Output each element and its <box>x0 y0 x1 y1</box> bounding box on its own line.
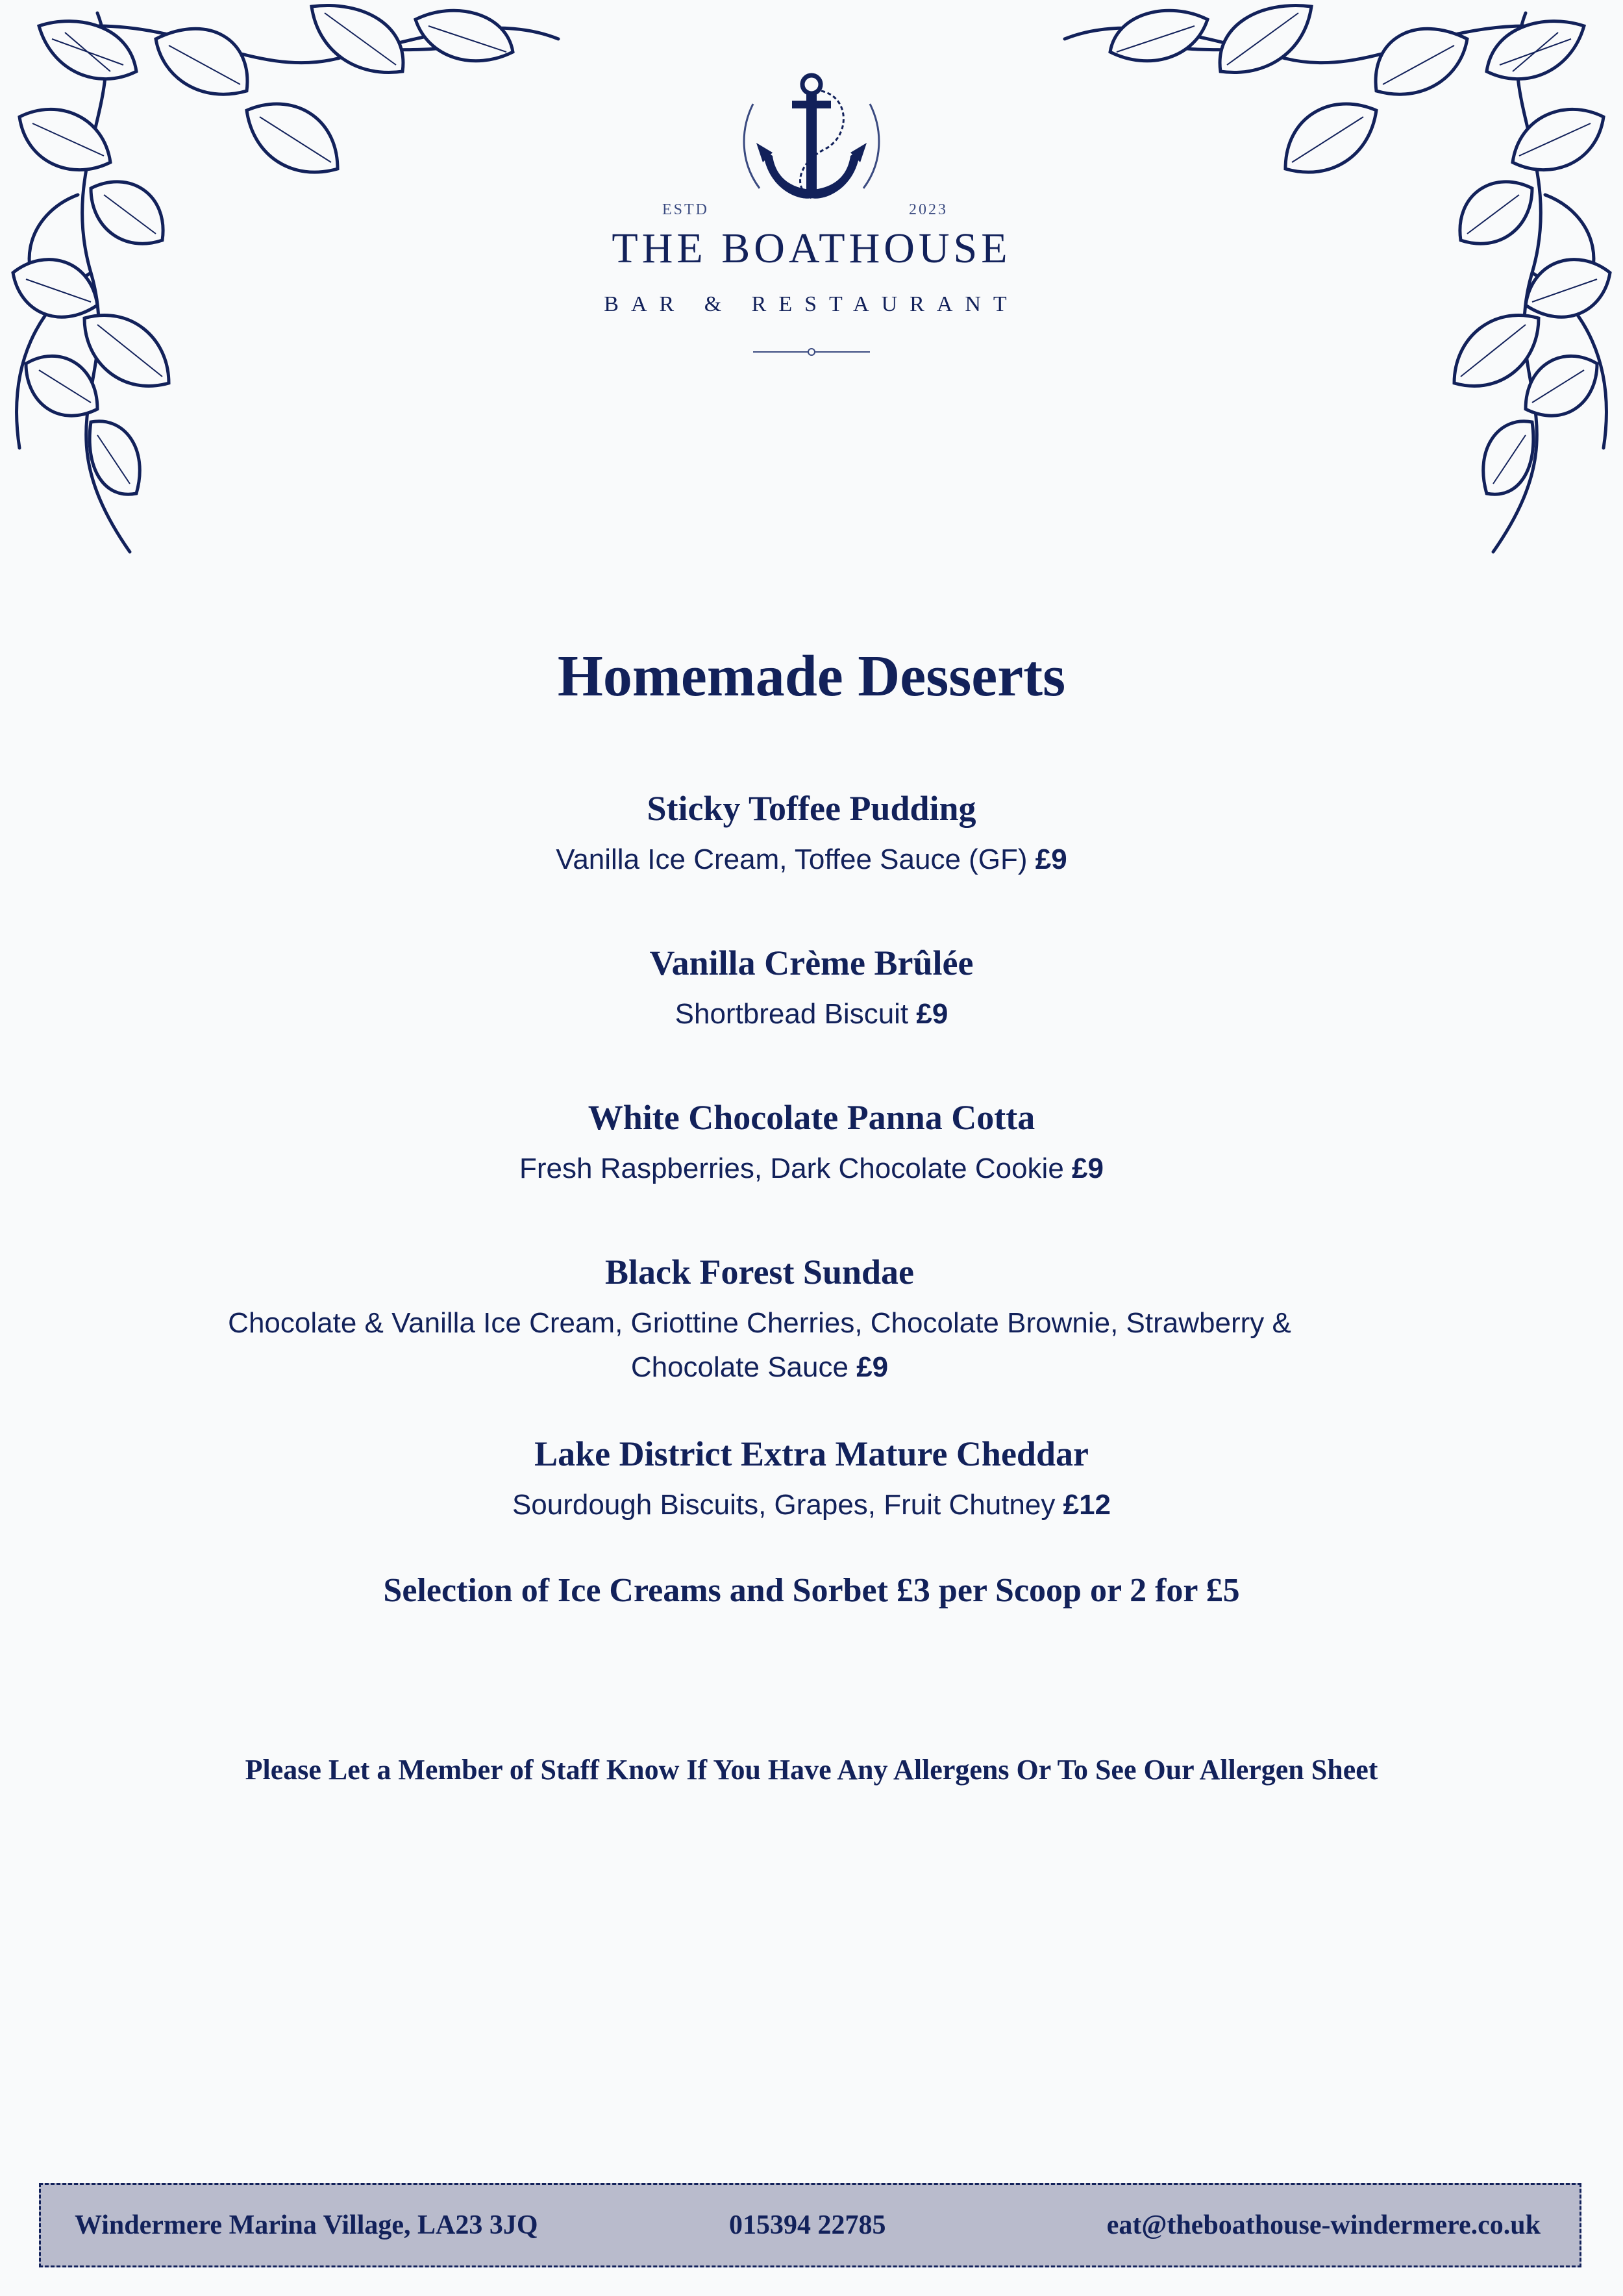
allergen-note: Please Let a Member of Staff Know If You Have Any Allergens Or To See Our Allergen Sheet <box>245 1754 1378 1786</box>
menu-item <box>162 1095 1461 1191</box>
brand-subtitle: BAR & RESTAURANT <box>604 292 1019 316</box>
menu-item <box>162 940 1461 1036</box>
menu-item-name: Sticky Toffee Pudding <box>647 789 976 828</box>
menu-item-price: £9 <box>1035 843 1067 875</box>
menu-item-desc-text: Sourdough Biscuits, Grapes, Fruit Chutney <box>512 1489 1056 1521</box>
footer-phone[interactable]: 015394 22785 <box>729 2210 886 2240</box>
menu-item-name: Vanilla Crème Brûlée <box>649 943 974 982</box>
menu-item-price: £9 <box>856 1351 889 1383</box>
page-title: Homemade Desserts <box>557 644 1066 708</box>
menu-item-desc-text: Shortbread Biscuit <box>675 998 909 1030</box>
menu-item-description <box>162 992 1461 1036</box>
logo-estd-label: ESTD <box>662 201 709 218</box>
footer-email[interactable]: eat@theboathouse-windermere.co.uk <box>1106 2210 1541 2240</box>
brand-name: THE BOATHOUSE <box>612 225 1011 272</box>
menu-item-name: Lake District Extra Mature Cheddar <box>534 1434 1089 1473</box>
menu-item-price: £9 <box>916 998 948 1030</box>
menu-item-name: White Chocolate Panna Cotta <box>588 1098 1035 1137</box>
menu-item-desc-text: Vanilla Ice Cream, Toffee Sauce (GF) <box>556 843 1028 875</box>
menu-item-description <box>162 1147 1461 1191</box>
menu-item-description <box>162 1483 1461 1527</box>
menu-item-desc-text: Fresh Raspberries, Dark Chocolate Cookie <box>519 1153 1064 1184</box>
ice-cream-selection: Selection of Ice Creams and Sorbet £3 per Scoop or 2 for £5 <box>383 1572 1240 1609</box>
menu-item <box>162 1431 1461 1527</box>
anchor-icon <box>727 65 896 214</box>
menu-item <box>182 1249 1337 1390</box>
footer-bar <box>39 2183 1581 2267</box>
logo-year-label: 2023 <box>909 201 948 218</box>
menu-item-desc-text: Chocolate & Vanilla Ice Cream, Griottine Cherries, Chocolate Brownie, Strawberry & Chocolate Sauce <box>228 1307 1291 1383</box>
menu-item-description <box>182 1301 1337 1390</box>
divider-ornament <box>753 344 870 360</box>
menu-item-name: Black Forest Sundae <box>604 1253 915 1292</box>
brand-logo <box>0 58 1623 370</box>
menu-item <box>162 786 1461 882</box>
menu-item-price: £9 <box>1072 1153 1104 1184</box>
menu-item-description <box>162 838 1461 882</box>
footer-address: Windermere Marina Village, LA23 3JQ <box>75 2210 538 2240</box>
menu-item-price: £12 <box>1063 1489 1111 1521</box>
